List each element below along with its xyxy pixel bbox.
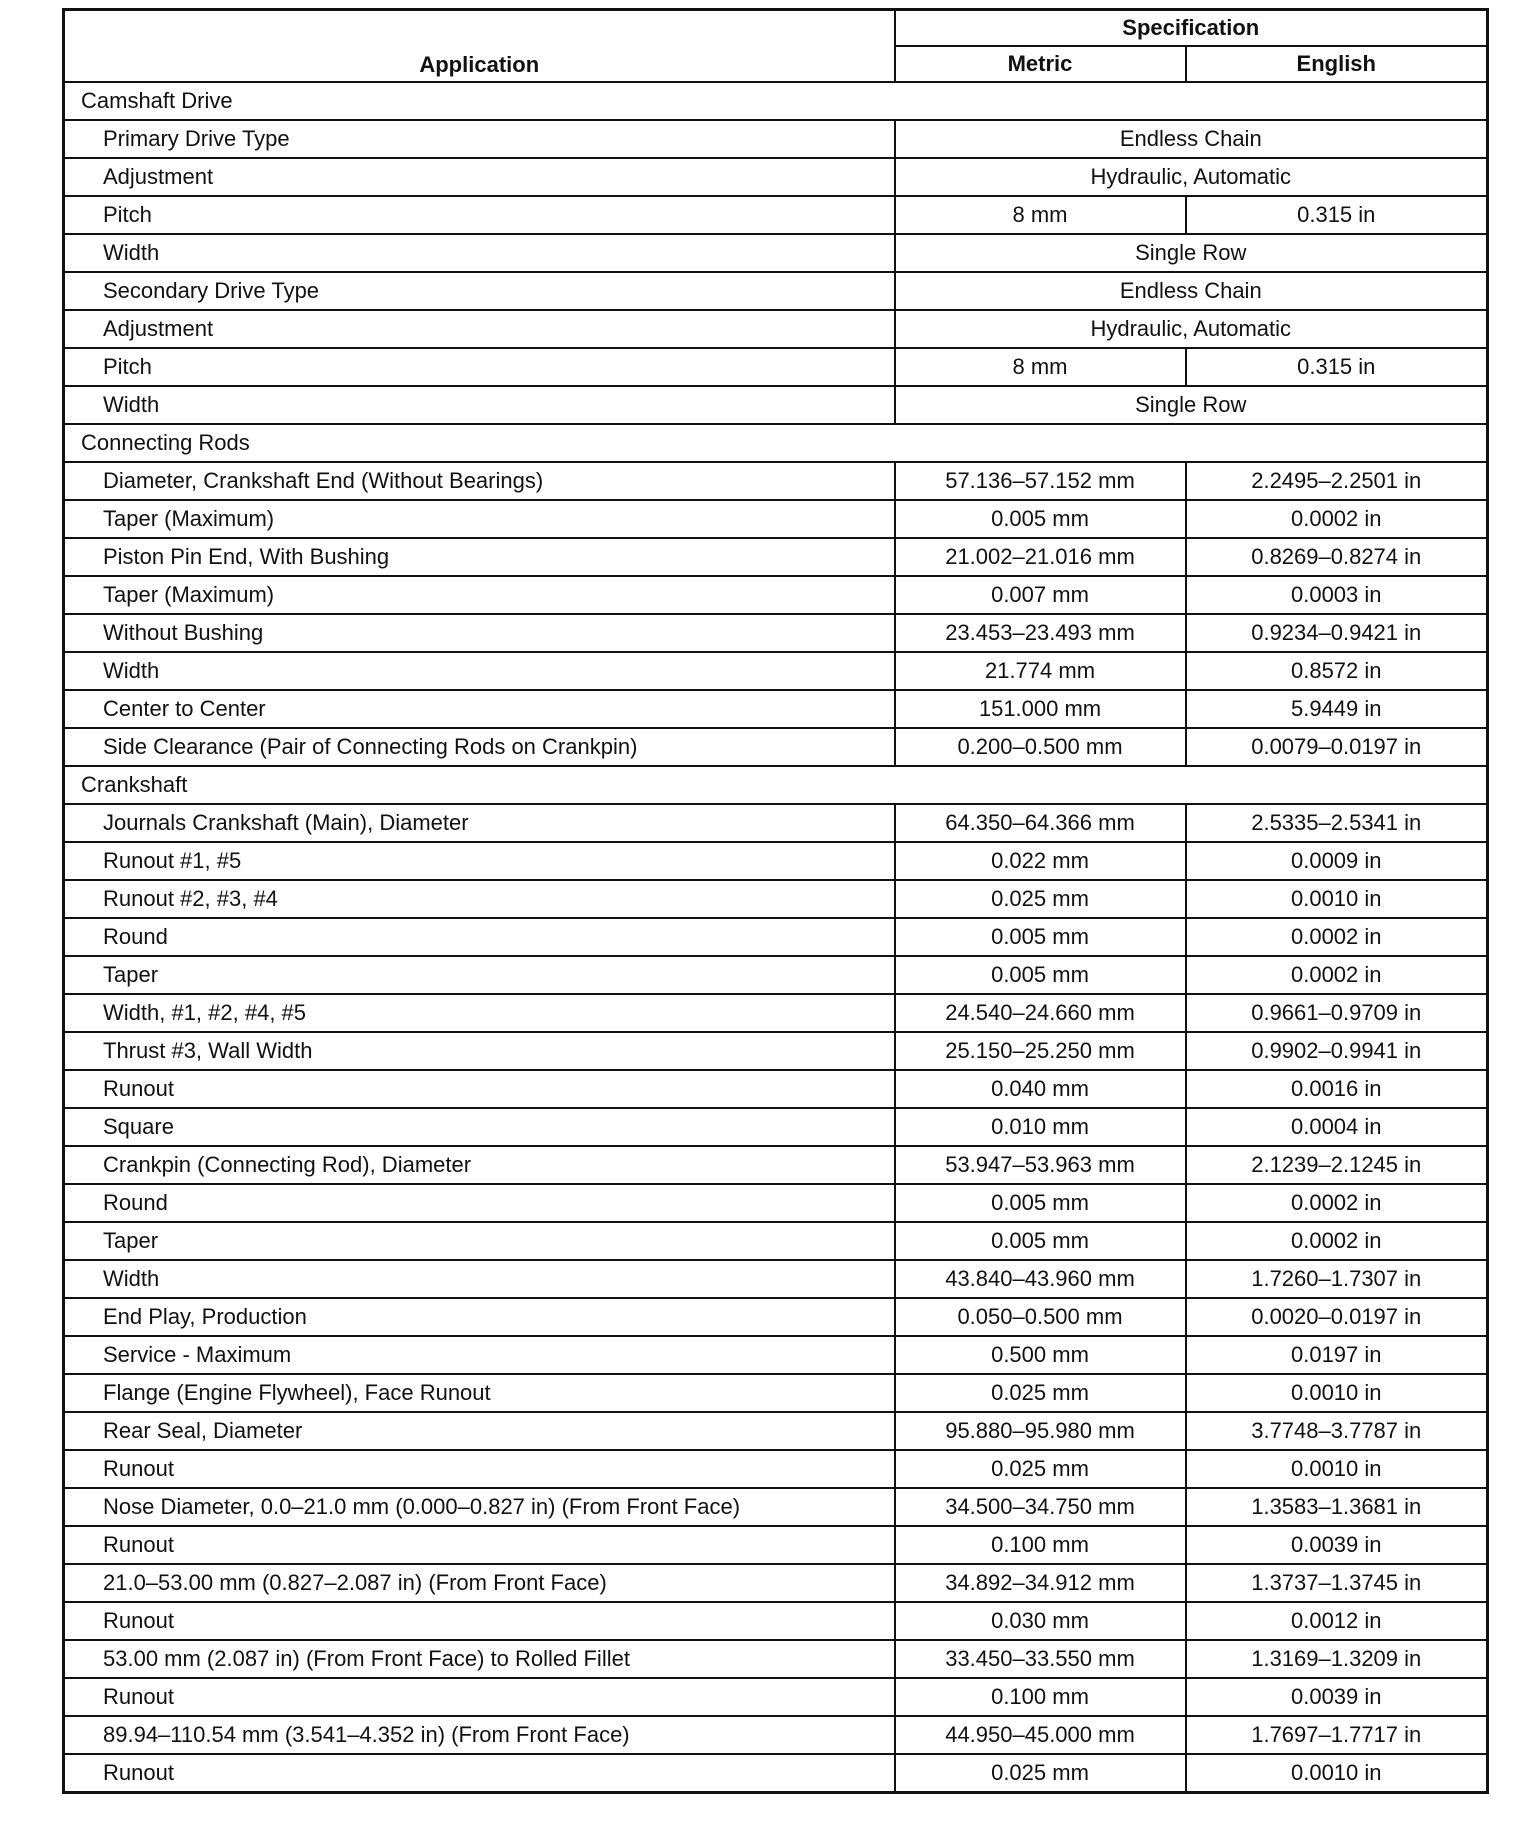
table-row bbox=[64, 1564, 1488, 1602]
table-row bbox=[64, 690, 1488, 728]
english-cell: 0.0004 in bbox=[1186, 1108, 1488, 1146]
table-row bbox=[64, 576, 1488, 614]
application-cell: Service - Maximum bbox=[64, 1336, 895, 1374]
application-cell: Square bbox=[64, 1108, 895, 1146]
metric-cell: 0.005 mm bbox=[895, 956, 1186, 994]
table-row bbox=[64, 1374, 1488, 1412]
english-cell: 0.0010 in bbox=[1186, 880, 1488, 918]
english-cell: 1.3583–1.3681 in bbox=[1186, 1488, 1488, 1526]
application-cell: Runout #1, #5 bbox=[64, 842, 895, 880]
english-cell: 0.8269–0.8274 in bbox=[1186, 538, 1488, 576]
english-cell: 2.1239–2.1245 in bbox=[1186, 1146, 1488, 1184]
application-cell: Diameter, Crankshaft End (Without Bearings) bbox=[64, 462, 895, 500]
table-row bbox=[64, 1412, 1488, 1450]
english-cell: 0.0079–0.0197 in bbox=[1186, 728, 1488, 766]
metric-cell: 0.025 mm bbox=[895, 1754, 1186, 1793]
metric-cell: 0.010 mm bbox=[895, 1108, 1186, 1146]
metric-cell: 0.025 mm bbox=[895, 880, 1186, 918]
specification-cell: Single Row bbox=[895, 386, 1488, 424]
application-cell: Pitch bbox=[64, 196, 895, 234]
english-cell: 1.3169–1.3209 in bbox=[1186, 1640, 1488, 1678]
metric-cell: 0.030 mm bbox=[895, 1602, 1186, 1640]
english-cell: 0.0010 in bbox=[1186, 1374, 1488, 1412]
table-row bbox=[64, 348, 1488, 386]
english-cell: 1.3737–1.3745 in bbox=[1186, 1564, 1488, 1602]
application-cell: Primary Drive Type bbox=[64, 120, 895, 158]
english-cell: 0.0003 in bbox=[1186, 576, 1488, 614]
table-row bbox=[64, 652, 1488, 690]
application-cell: Adjustment bbox=[64, 158, 895, 196]
english-cell: 0.0039 in bbox=[1186, 1526, 1488, 1564]
table-row bbox=[64, 994, 1488, 1032]
metric-cell: 25.150–25.250 mm bbox=[895, 1032, 1186, 1070]
table-row bbox=[64, 1032, 1488, 1070]
metric-cell: 23.453–23.493 mm bbox=[895, 614, 1186, 652]
english-cell: 0.0002 in bbox=[1186, 1222, 1488, 1260]
table-row bbox=[64, 1070, 1488, 1108]
table-row bbox=[64, 1222, 1488, 1260]
specification-table bbox=[62, 8, 1489, 1794]
table-row bbox=[64, 538, 1488, 576]
table-row bbox=[64, 1640, 1488, 1678]
english-cell: 0.0002 in bbox=[1186, 956, 1488, 994]
table-row bbox=[64, 842, 1488, 880]
metric-cell: 0.025 mm bbox=[895, 1374, 1186, 1412]
metric-cell: 151.000 mm bbox=[895, 690, 1186, 728]
application-cell: Runout bbox=[64, 1602, 895, 1640]
application-cell: Runout bbox=[64, 1678, 895, 1716]
english-cell: 0.0039 in bbox=[1186, 1678, 1488, 1716]
application-cell: Side Clearance (Pair of Connecting Rods on Crankpin) bbox=[64, 728, 895, 766]
english-cell: 5.9449 in bbox=[1186, 690, 1488, 728]
application-cell: Nose Diameter, 0.0–21.0 mm (0.000–0.827 in) (From Front Face) bbox=[64, 1488, 895, 1526]
table-row bbox=[64, 1260, 1488, 1298]
application-cell: Taper (Maximum) bbox=[64, 500, 895, 538]
specification-cell: Endless Chain bbox=[895, 272, 1488, 310]
application-cell: Taper bbox=[64, 1222, 895, 1260]
application-cell: Runout #2, #3, #4 bbox=[64, 880, 895, 918]
table-row bbox=[64, 1754, 1488, 1793]
application-cell: Taper bbox=[64, 956, 895, 994]
english-cell: 0.9661–0.9709 in bbox=[1186, 994, 1488, 1032]
metric-cell: 34.500–34.750 mm bbox=[895, 1488, 1186, 1526]
table-row bbox=[64, 1526, 1488, 1564]
application-cell: 21.0–53.00 mm (0.827–2.087 in) (From Front Face) bbox=[64, 1564, 895, 1602]
metric-cell: 64.350–64.366 mm bbox=[895, 804, 1186, 842]
table-row bbox=[64, 120, 1488, 158]
application-cell: Width bbox=[64, 386, 895, 424]
metric-cell: 0.100 mm bbox=[895, 1678, 1186, 1716]
table-row bbox=[64, 1146, 1488, 1184]
english-cell: 2.5335–2.5341 in bbox=[1186, 804, 1488, 842]
application-cell: Runout bbox=[64, 1070, 895, 1108]
english-cell: 0.0009 in bbox=[1186, 842, 1488, 880]
table-row bbox=[64, 386, 1488, 424]
section-row bbox=[64, 766, 1488, 804]
application-cell: Rear Seal, Diameter bbox=[64, 1412, 895, 1450]
table-row bbox=[64, 614, 1488, 652]
metric-cell: 0.040 mm bbox=[895, 1070, 1186, 1108]
application-cell: Runout bbox=[64, 1526, 895, 1564]
table-row bbox=[64, 158, 1488, 196]
specification-cell: Single Row bbox=[895, 234, 1488, 272]
application-cell: Width bbox=[64, 234, 895, 272]
application-cell: Without Bushing bbox=[64, 614, 895, 652]
metric-cell: 0.050–0.500 mm bbox=[895, 1298, 1186, 1336]
table-row bbox=[64, 1450, 1488, 1488]
application-header: Application bbox=[64, 10, 895, 83]
english-cell: 0.0002 in bbox=[1186, 500, 1488, 538]
table-row bbox=[64, 728, 1488, 766]
metric-cell: 0.025 mm bbox=[895, 1450, 1186, 1488]
application-cell: Width bbox=[64, 1260, 895, 1298]
table-row bbox=[64, 918, 1488, 956]
metric-cell: 34.892–34.912 mm bbox=[895, 1564, 1186, 1602]
english-cell: 0.0002 in bbox=[1186, 1184, 1488, 1222]
metric-header: Metric bbox=[895, 46, 1186, 82]
english-cell: 3.7748–3.7787 in bbox=[1186, 1412, 1488, 1450]
application-cell: Piston Pin End, With Bushing bbox=[64, 538, 895, 576]
specification-header: Specification bbox=[895, 10, 1488, 47]
english-cell: 0.0020–0.0197 in bbox=[1186, 1298, 1488, 1336]
english-cell: 0.315 in bbox=[1186, 196, 1488, 234]
english-header: English bbox=[1186, 46, 1488, 82]
metric-cell: 24.540–24.660 mm bbox=[895, 994, 1186, 1032]
english-cell: 0.0016 in bbox=[1186, 1070, 1488, 1108]
metric-cell: 95.880–95.980 mm bbox=[895, 1412, 1186, 1450]
application-cell: Width, #1, #2, #4, #5 bbox=[64, 994, 895, 1032]
application-cell: Round bbox=[64, 1184, 895, 1222]
application-cell: Secondary Drive Type bbox=[64, 272, 895, 310]
english-cell: 0.315 in bbox=[1186, 348, 1488, 386]
metric-cell: 0.500 mm bbox=[895, 1336, 1186, 1374]
metric-cell: 0.100 mm bbox=[895, 1526, 1186, 1564]
metric-cell: 0.005 mm bbox=[895, 500, 1186, 538]
application-cell: Flange (Engine Flywheel), Face Runout bbox=[64, 1374, 895, 1412]
application-cell: Taper (Maximum) bbox=[64, 576, 895, 614]
section-label: Camshaft Drive bbox=[64, 82, 1488, 120]
english-cell: 1.7260–1.7307 in bbox=[1186, 1260, 1488, 1298]
table-row bbox=[64, 196, 1488, 234]
metric-cell: 0.005 mm bbox=[895, 918, 1186, 956]
english-cell: 0.0012 in bbox=[1186, 1602, 1488, 1640]
application-cell: 53.00 mm (2.087 in) (From Front Face) to Rolled Fillet bbox=[64, 1640, 895, 1678]
metric-cell: 8 mm bbox=[895, 196, 1186, 234]
metric-cell: 0.007 mm bbox=[895, 576, 1186, 614]
application-cell: Width bbox=[64, 652, 895, 690]
section-label: Crankshaft bbox=[64, 766, 1488, 804]
metric-cell: 44.950–45.000 mm bbox=[895, 1716, 1186, 1754]
section-label: Connecting Rods bbox=[64, 424, 1488, 462]
table-row bbox=[64, 1716, 1488, 1754]
english-cell: 0.8572 in bbox=[1186, 652, 1488, 690]
table-row bbox=[64, 804, 1488, 842]
table-row bbox=[64, 1602, 1488, 1640]
table-row bbox=[64, 1488, 1488, 1526]
metric-cell: 0.005 mm bbox=[895, 1222, 1186, 1260]
table-row bbox=[64, 1336, 1488, 1374]
metric-cell: 0.200–0.500 mm bbox=[895, 728, 1186, 766]
metric-cell: 33.450–33.550 mm bbox=[895, 1640, 1186, 1678]
application-cell: Round bbox=[64, 918, 895, 956]
table-row bbox=[64, 1108, 1488, 1146]
application-cell: Pitch bbox=[64, 348, 895, 386]
english-cell: 0.9234–0.9421 in bbox=[1186, 614, 1488, 652]
metric-cell: 21.002–21.016 mm bbox=[895, 538, 1186, 576]
table-row bbox=[64, 234, 1488, 272]
english-cell: 2.2495–2.2501 in bbox=[1186, 462, 1488, 500]
english-cell: 0.0010 in bbox=[1186, 1450, 1488, 1488]
section-row bbox=[64, 424, 1488, 462]
english-cell: 0.9902–0.9941 in bbox=[1186, 1032, 1488, 1070]
application-cell: Runout bbox=[64, 1450, 895, 1488]
application-cell: 89.94–110.54 mm (3.541–4.352 in) (From Front Face) bbox=[64, 1716, 895, 1754]
table-row bbox=[64, 1184, 1488, 1222]
english-cell: 0.0010 in bbox=[1186, 1754, 1488, 1793]
table-row bbox=[64, 956, 1488, 994]
table-row bbox=[64, 1678, 1488, 1716]
metric-cell: 0.005 mm bbox=[895, 1184, 1186, 1222]
english-cell: 0.0002 in bbox=[1186, 918, 1488, 956]
metric-cell: 43.840–43.960 mm bbox=[895, 1260, 1186, 1298]
table-row bbox=[64, 462, 1488, 500]
table-body bbox=[64, 82, 1488, 1793]
specification-cell: Endless Chain bbox=[895, 120, 1488, 158]
metric-cell: 57.136–57.152 mm bbox=[895, 462, 1186, 500]
metric-cell: 8 mm bbox=[895, 348, 1186, 386]
metric-cell: 53.947–53.963 mm bbox=[895, 1146, 1186, 1184]
english-cell: 1.7697–1.7717 in bbox=[1186, 1716, 1488, 1754]
application-cell: Crankpin (Connecting Rod), Diameter bbox=[64, 1146, 895, 1184]
english-cell: 0.0197 in bbox=[1186, 1336, 1488, 1374]
section-row bbox=[64, 82, 1488, 120]
table-row bbox=[64, 880, 1488, 918]
application-cell: Journals Crankshaft (Main), Diameter bbox=[64, 804, 895, 842]
application-cell: Adjustment bbox=[64, 310, 895, 348]
table-row bbox=[64, 500, 1488, 538]
specification-cell: Hydraulic, Automatic bbox=[895, 158, 1488, 196]
table-row bbox=[64, 1298, 1488, 1336]
table-row bbox=[64, 272, 1488, 310]
table-row bbox=[64, 310, 1488, 348]
application-cell: Center to Center bbox=[64, 690, 895, 728]
metric-cell: 0.022 mm bbox=[895, 842, 1186, 880]
application-cell: Thrust #3, Wall Width bbox=[64, 1032, 895, 1070]
metric-cell: 21.774 mm bbox=[895, 652, 1186, 690]
specification-cell: Hydraulic, Automatic bbox=[895, 310, 1488, 348]
application-cell: Runout bbox=[64, 1754, 895, 1793]
application-cell: End Play, Production bbox=[64, 1298, 895, 1336]
